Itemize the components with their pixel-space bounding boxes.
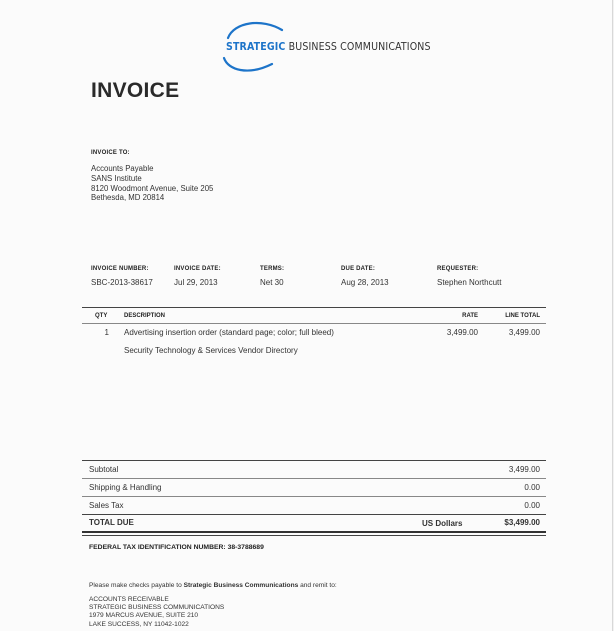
invoice-number-value: SBC-2013-38617 <box>91 278 153 287</box>
payment-note-suffix: and remit to: <box>298 582 337 589</box>
total-due-label: TOTAL DUE <box>89 518 134 527</box>
terms-label: TERMS: <box>260 266 285 272</box>
shipping-label: Shipping & Handling <box>89 483 162 492</box>
payment-note-prefix: Please make checks payable to <box>89 582 184 589</box>
subtotal-label: Subtotal <box>89 465 119 474</box>
remit-line: ACCOUNTS RECEIVABLE <box>89 596 169 603</box>
row-qty: 1 <box>104 328 109 337</box>
payment-note-payee: Strategic Business Communications <box>183 582 299 589</box>
description-header: DESCRIPTION <box>124 313 166 319</box>
subtotal-value: 3,499.00 <box>508 465 540 474</box>
rate-header: RATE <box>462 313 478 319</box>
totals-bottom-rule <box>82 531 546 533</box>
invoice-to-label: INVOICE TO: <box>91 150 130 156</box>
invoice-number-label: INVOICE NUMBER: <box>91 266 149 272</box>
table-header-rule <box>82 323 546 324</box>
row-subdescription: Security Technology & Services Vendor Directory <box>124 346 298 355</box>
requester-value: Stephen Northcutt <box>437 278 502 287</box>
row-line-total: 3,499.00 <box>508 328 540 337</box>
sales-tax-value: 0.00 <box>524 501 540 510</box>
due-date-label: DUE DATE: <box>341 266 376 272</box>
page-title: INVOICE <box>91 79 180 102</box>
invoice-date-value: Jul 29, 2013 <box>174 278 218 287</box>
totals-top-rule <box>82 460 546 461</box>
payment-note <box>89 582 337 589</box>
invoice-to-address <box>91 164 213 203</box>
requester-label: REQUESTER: <box>437 266 479 272</box>
remit-line: LAKE SUCCESS, NY 11042-1022 <box>89 620 189 628</box>
sales-tax-label: Sales Tax <box>89 501 124 510</box>
totals-rule <box>82 478 546 479</box>
logo-brand-strong: STRATEGIC <box>226 41 286 53</box>
logo-brand-rest: BUSINESS COMMUNICATIONS <box>285 41 431 53</box>
totals-rule <box>82 514 546 515</box>
terms-value: Net 30 <box>260 278 284 287</box>
remit-to-address <box>89 596 224 629</box>
total-due-currency: US Dollars <box>422 519 463 528</box>
address-line: SANS Institute <box>91 173 142 183</box>
tax-id: FEDERAL TAX IDENTIFICATION NUMBER: 38-3788689 <box>89 544 264 551</box>
row-rate: 3,499.00 <box>446 328 478 337</box>
table-top-rule <box>82 307 546 308</box>
due-date-value: Aug 28, 2013 <box>341 278 389 287</box>
remit-line: 1979 MARCUS AVENUE, SUITE 210 <box>89 612 199 620</box>
totals-rule <box>82 496 546 497</box>
shipping-value: 0.00 <box>524 483 540 492</box>
row-description: Advertising insertion order (standard page; color; full bleed) <box>124 328 334 337</box>
address-line: Bethesda, MD 20814 <box>91 193 165 203</box>
total-due-value: $3,499.00 <box>504 518 540 527</box>
remit-line: STRATEGIC BUSINESS COMMUNICATIONS <box>89 604 225 612</box>
company-logo-text <box>226 41 431 53</box>
line-total-header: LINE TOTAL <box>505 313 540 319</box>
address-line: Accounts Payable <box>91 164 154 173</box>
address-line: 8120 Woodmont Avenue, Suite 205 <box>91 183 214 193</box>
invoice-date-label: INVOICE DATE: <box>174 266 221 272</box>
totals-bottom-rule <box>82 535 546 536</box>
qty-header: QTY <box>95 313 108 319</box>
